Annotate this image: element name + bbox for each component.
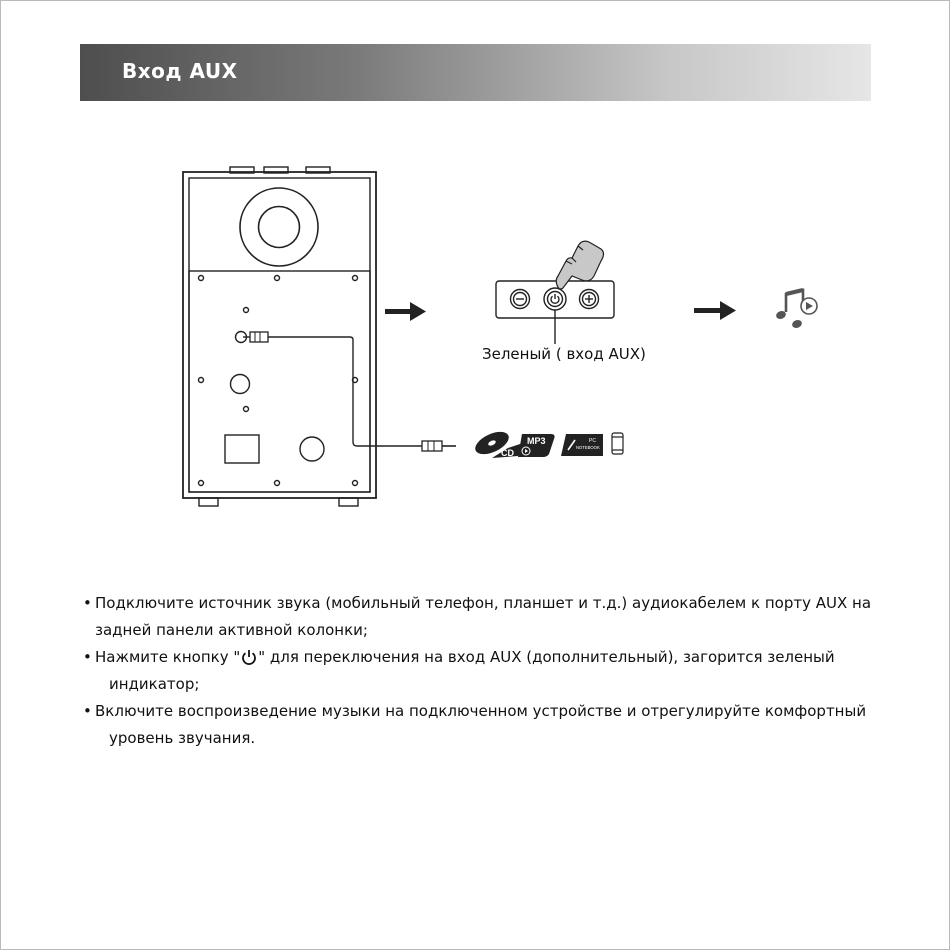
arrow-right-icon (385, 302, 426, 321)
instruction-item (83, 644, 903, 698)
aux-cable (243, 332, 456, 451)
cd-label: CD (501, 448, 514, 458)
notebook-label: NOTEBOOK (576, 445, 600, 450)
instruction-text: задней панели активной колонки; (95, 621, 368, 639)
instruction-text: • Подключите источник звука (мобильный телефон, планшет и т.д.) аудиокабелем к порту AUX на (95, 594, 872, 612)
section-title: Вход AUX (122, 59, 238, 83)
mp3-icon (518, 434, 555, 457)
instruction-item (83, 590, 903, 644)
instruction-text: индикатор; (109, 675, 200, 693)
instruction-text (95, 644, 903, 671)
phone-icon (612, 433, 623, 454)
pc-label: PC (589, 438, 596, 444)
instruction-text: • Включите воспроизведение музыки на подключенном устройстве и отрегулируйте комфортный (95, 702, 867, 720)
pc-notebook-icon (561, 434, 603, 456)
mp3-label: MP3 (527, 436, 546, 446)
hand-press-icon (556, 241, 603, 289)
arrow-right-icon (694, 301, 736, 320)
instructions-list (83, 590, 903, 752)
music-play-icon (775, 290, 817, 329)
green-indicator-label: Зеленый ( вход AUX) (482, 345, 646, 363)
volume-down-icon (511, 290, 530, 309)
cd-icon (472, 427, 523, 459)
volume-up-icon (580, 290, 599, 309)
instruction-text: уровень звучания. (109, 729, 256, 747)
instruction-text-part: Нажмите кнопку " (95, 648, 241, 666)
power-icon (241, 649, 257, 665)
power-icon (544, 288, 566, 310)
instruction-item (83, 698, 903, 752)
control-panel (496, 281, 614, 344)
instruction-text-part: " для переключения на вход AUX (дополнительный), загорится зеленый (258, 648, 835, 666)
